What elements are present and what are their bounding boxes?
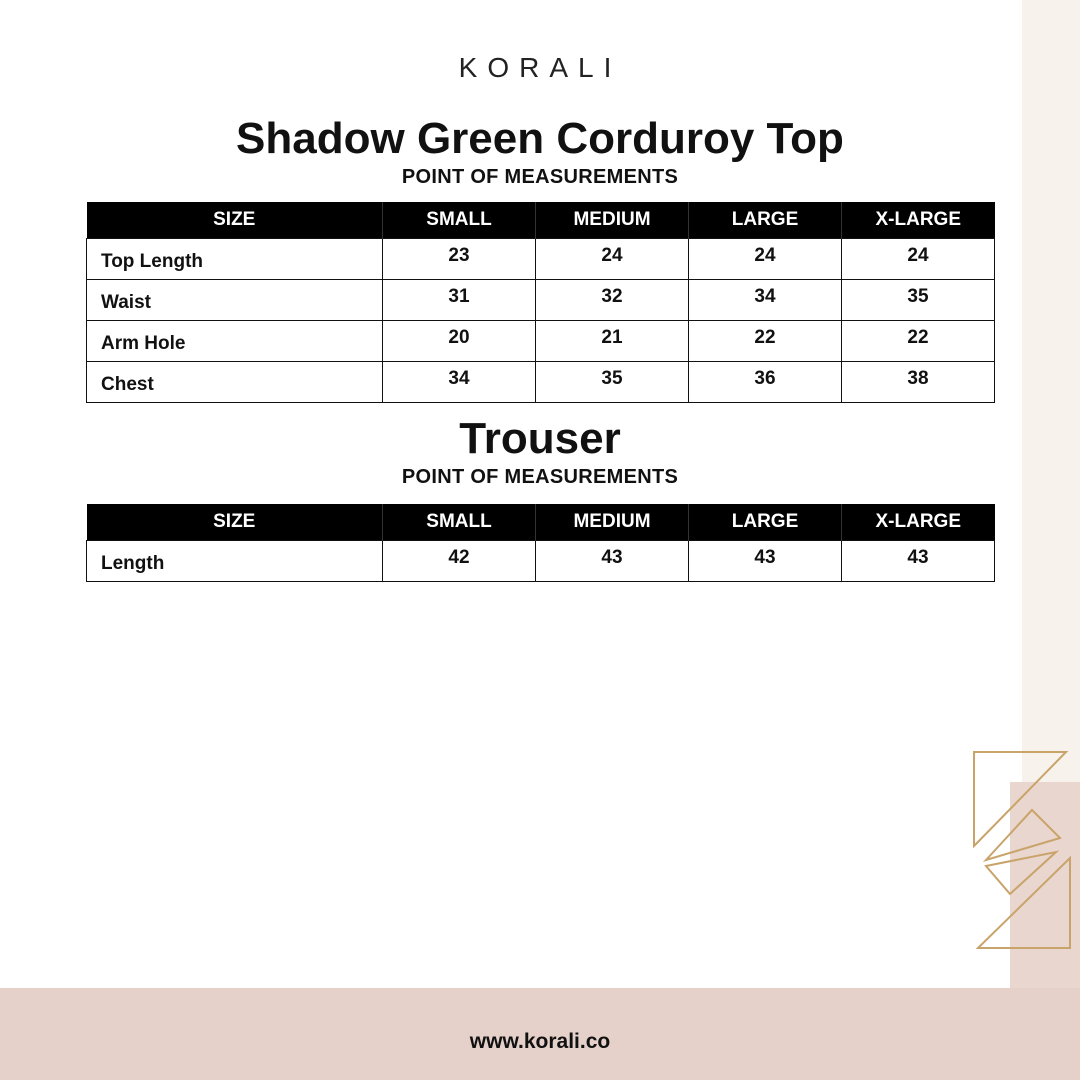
cell-value: 36 xyxy=(689,362,842,403)
cell-value: 43 xyxy=(842,541,995,582)
cell-value: 31 xyxy=(383,280,536,321)
cell-value: 24 xyxy=(842,239,995,280)
table-header-row xyxy=(87,202,995,239)
row-label: Length xyxy=(87,541,383,582)
header-x-large: X-LARGE xyxy=(842,202,995,239)
cell-value: 38 xyxy=(842,362,995,403)
row-label: Arm Hole xyxy=(87,321,383,362)
trouser-size-table xyxy=(86,504,995,582)
header-small: SMALL xyxy=(383,202,536,239)
header-small: SMALL xyxy=(383,504,536,541)
brand-logo: KORALI xyxy=(458,52,622,83)
cell-value: 35 xyxy=(842,280,995,321)
cell-value: 24 xyxy=(536,239,689,280)
table-row xyxy=(87,321,995,362)
trouser-subtitle: POINT OF MEASUREMENTS xyxy=(401,466,679,488)
cell-value: 43 xyxy=(689,541,842,582)
row-label: Chest xyxy=(87,362,383,403)
cell-value: 21 xyxy=(536,321,689,362)
header-size: SIZE xyxy=(87,504,383,541)
table-row xyxy=(87,541,995,582)
footer-website-link[interactable]: www.korali.co xyxy=(469,1030,611,1053)
header-large: LARGE xyxy=(689,504,842,541)
cell-value: 42 xyxy=(383,541,536,582)
header-x-large: X-LARGE xyxy=(842,504,995,541)
cell-value: 43 xyxy=(536,541,689,582)
cell-value: 23 xyxy=(383,239,536,280)
table-row xyxy=(87,239,995,280)
table-header-row xyxy=(87,504,995,541)
cell-value: 32 xyxy=(536,280,689,321)
header-medium: MEDIUM xyxy=(536,504,689,541)
top-subtitle: POINT OF MEASUREMENTS xyxy=(401,166,679,188)
top-title: Shadow Green Corduroy Top xyxy=(236,114,844,163)
trouser-title: Trouser xyxy=(459,414,621,463)
top-size-table xyxy=(86,202,995,403)
cell-value: 20 xyxy=(383,321,536,362)
cell-value: 34 xyxy=(383,362,536,403)
header-size: SIZE xyxy=(87,202,383,239)
cell-value: 22 xyxy=(842,321,995,362)
table-row xyxy=(87,362,995,403)
geometric-triangles-icon xyxy=(968,748,1080,956)
row-label: Top Length xyxy=(87,239,383,280)
cell-value: 34 xyxy=(689,280,842,321)
row-label: Waist xyxy=(87,280,383,321)
cell-value: 35 xyxy=(536,362,689,403)
header-medium: MEDIUM xyxy=(536,202,689,239)
cell-value: 24 xyxy=(689,239,842,280)
header-large: LARGE xyxy=(689,202,842,239)
table-row xyxy=(87,280,995,321)
cell-value: 22 xyxy=(689,321,842,362)
